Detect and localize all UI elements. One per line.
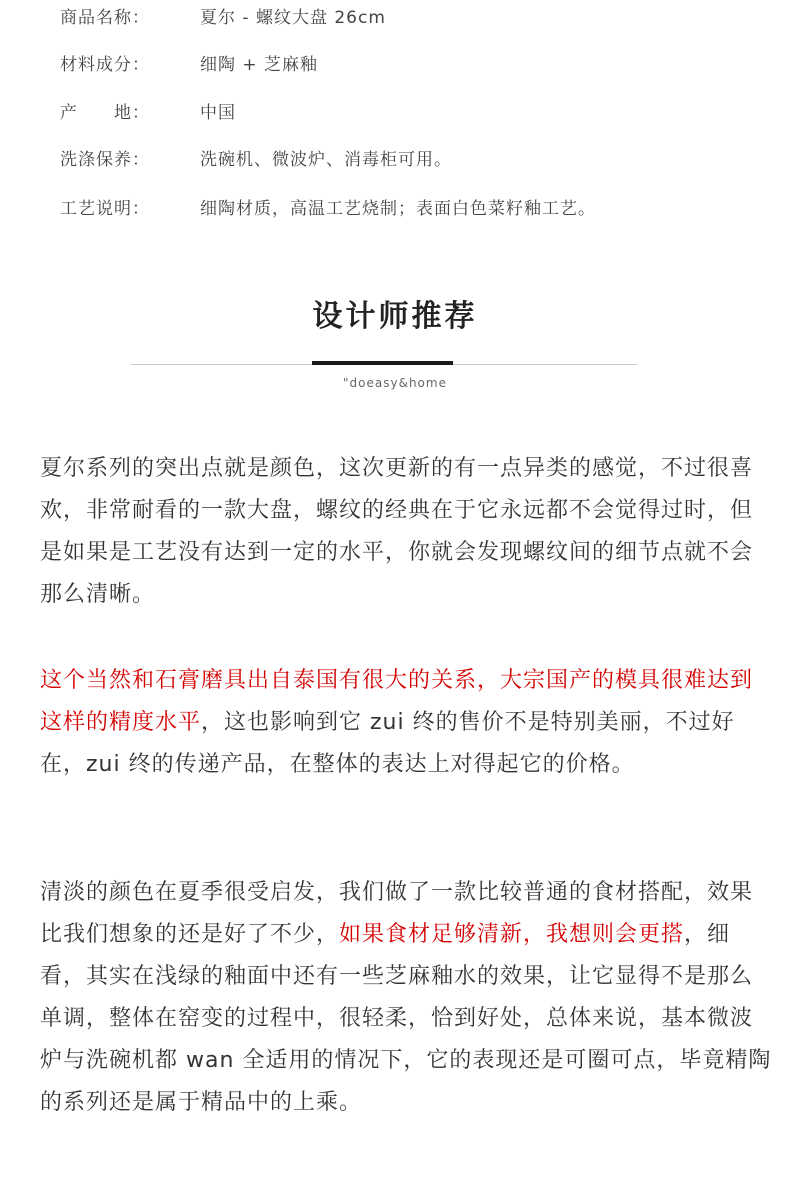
spec-label: 产 地： bbox=[60, 103, 150, 123]
spec-label: 商品名称： bbox=[60, 8, 150, 28]
paragraph-text: ，细看，其实在浅绿的釉面中还有一些芝麻釉水的效果，让它显得不是那么单调，整体在窑变的过程中，很轻柔，恰到好处，总体来说，基本微波炉与洗碗机都 wan 全适用的情况下，它的表现还是可圈可点，毕竟精陶的系列还是属于精品中的上乘。 bbox=[40, 922, 772, 1115]
paragraph-text: ，这也影响到它 zui 终的售价不是特别美丽，不过好在，zui 终的传递产品，在整体的表达上对得起它的价格。 bbox=[40, 710, 735, 777]
paragraph-mold bbox=[40, 660, 775, 786]
paragraph-text: 清淡的颜色在夏季很受启发，我们做了一款比较普通的食材搭配，效果比我们想象的还是好了不少， bbox=[40, 880, 754, 947]
brand-tag: "doeasy&home bbox=[343, 376, 447, 390]
spec-value: 夏尔 - 螺纹大盘 26cm bbox=[200, 8, 386, 28]
paragraph-pairing bbox=[40, 872, 775, 1124]
highlight-text: 如果食材足够清新，我想则会更搭 bbox=[339, 922, 685, 947]
section-divider-accent bbox=[312, 361, 453, 365]
highlight-text: 这个当然和石膏磨具出自泰国有很大的关系，大宗国产的模具很难达到这样的精度水平 bbox=[40, 668, 754, 735]
spec-value: 细陶 + 芝麻釉 bbox=[200, 55, 319, 75]
spec-value: 中国 bbox=[200, 103, 236, 123]
paragraph-text: 夏尔系列的突出点就是颜色，这次更新的有一点异类的感觉，不过很喜欢，非常耐看的一款大盘，螺纹的经典在于它永远都不会觉得过时，但是如果是工艺没有达到一定的水平，你就会发现螺纹间的细节点就不会那么清晰。 bbox=[40, 456, 754, 607]
spec-label: 洗涤保养： bbox=[60, 150, 150, 170]
spec-value: 细陶材质，高温工艺烧制；表面白色菜籽釉工艺。 bbox=[200, 199, 596, 219]
spec-value: 洗碗机、微波炉、消毒柜可用。 bbox=[200, 150, 452, 170]
spec-label: 材料成分： bbox=[60, 55, 150, 75]
paragraph-intro bbox=[40, 448, 775, 616]
section-title: 设计师推荐 bbox=[312, 299, 478, 334]
spec-label: 工艺说明： bbox=[60, 199, 150, 219]
